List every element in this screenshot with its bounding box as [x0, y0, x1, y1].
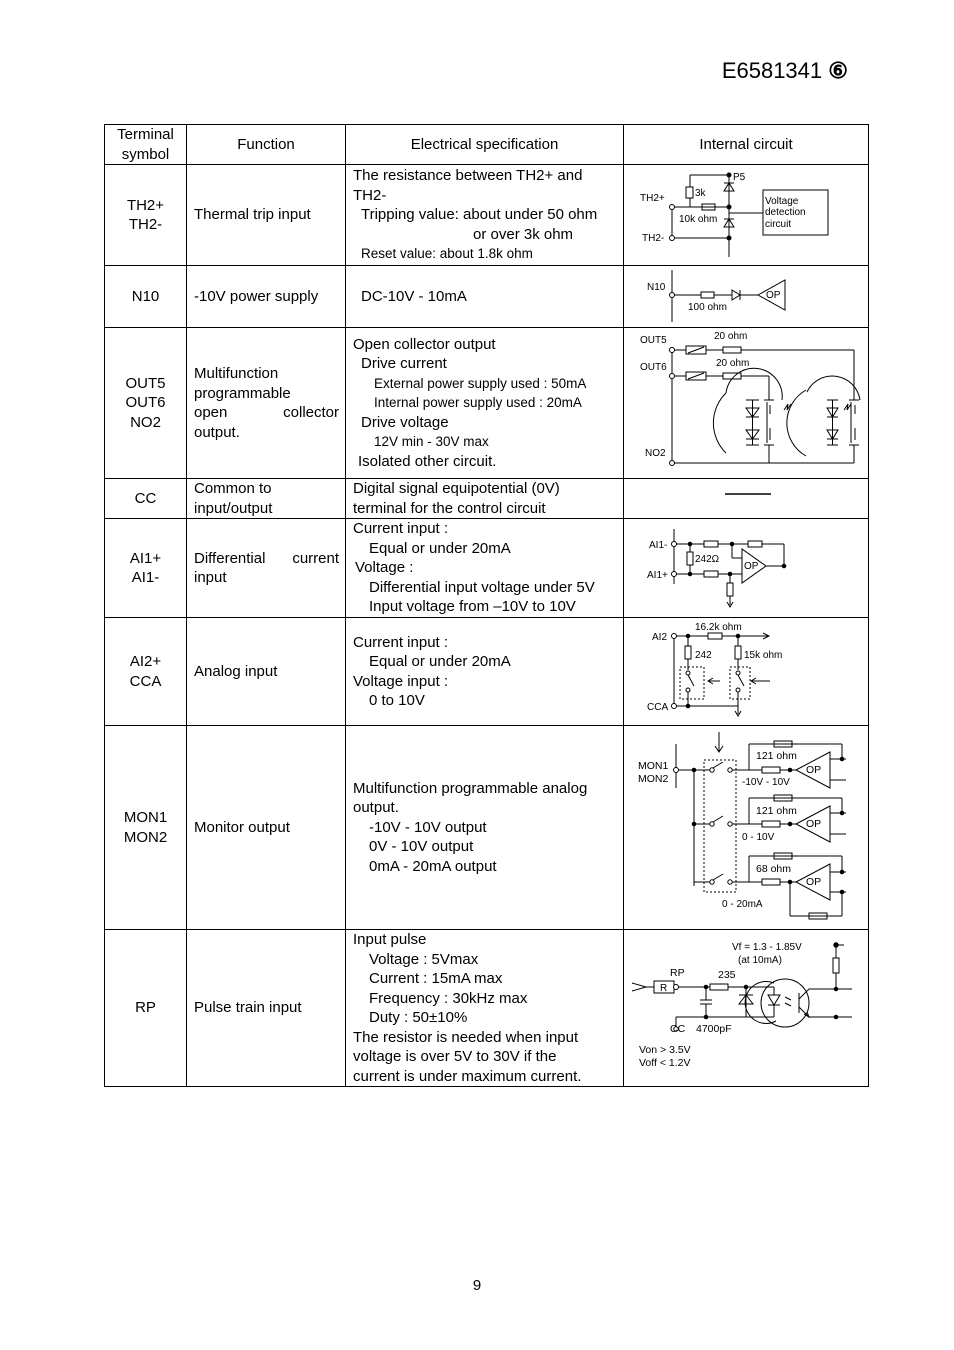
differential-input-circuit-diagram [624, 519, 867, 617]
label-out5: OUT5 [640, 335, 667, 346]
label-circuit: circuit [765, 219, 792, 230]
terminal-spec-table [104, 124, 869, 1087]
label-20-ohm: 20 ohm [716, 358, 750, 369]
function-cell: Pulse train input [187, 930, 346, 1087]
terminal-symbol: AI1+ AI1- [105, 519, 187, 618]
label-op: OP [806, 876, 822, 888]
analog-input-circuit-diagram [624, 618, 867, 725]
internal-circuit-cell [624, 479, 869, 519]
open-collector-circuit-diagram [624, 328, 867, 478]
function-cell: Analog input [187, 618, 346, 726]
common-ground-line [624, 480, 867, 518]
label-n10: N10 [647, 282, 666, 293]
function-cell: -10V power supply [187, 266, 346, 328]
label-op: OP [766, 290, 781, 301]
label-range-pm10v: -10V - 10V [742, 777, 790, 788]
label-ai2: AI2 [652, 632, 668, 643]
terminal-symbol: CC [105, 479, 187, 519]
page-number: 9 [472, 1277, 482, 1294]
table-header-row [105, 125, 869, 165]
electrical-spec-cell: Current input : Equal or under 20mA Voltage input : 0 to 10V [346, 618, 624, 726]
label-p5: P5 [733, 172, 746, 183]
revision-mark: ⑥ [828, 58, 848, 83]
terminal-symbol: N10 [105, 266, 187, 328]
label-mon1: MON1 [638, 760, 669, 772]
label-15k-ohm: 15k ohm [744, 650, 783, 661]
internal-circuit-cell [624, 930, 869, 1087]
internal-circuit-cell [624, 165, 869, 266]
label-th2-minus: TH2- [642, 233, 665, 244]
power-supply-circuit-diagram [624, 266, 867, 327]
table-row [105, 519, 869, 618]
label-op: OP [806, 764, 822, 776]
internal-circuit-cell [624, 266, 869, 328]
table-row [105, 726, 869, 930]
terminal-symbol: RP [105, 930, 187, 1087]
electrical-spec-cell: DC-10V - 10mA [346, 266, 624, 328]
label-mon2: MON2 [638, 773, 669, 785]
internal-circuit-cell [624, 726, 869, 930]
label-10k-ohm: 10k ohm [679, 214, 718, 225]
electrical-spec-cell: Open collector output Drive current External power supply used : 50mA Internal power supply used : 20mA Drive voltage 12V min - 30V max Isolated other circuit. [346, 328, 624, 479]
function-cell: Common to input/output [187, 479, 346, 519]
label-121-ohm: 121 ohm [756, 750, 797, 762]
label-no2: NO2 [645, 448, 666, 459]
terminal-symbol: OUT5 OUT6 NO2 [105, 328, 187, 479]
document-id [722, 58, 848, 84]
label-range-0-20ma: 0 - 20mA [722, 899, 763, 910]
label-voff: Voff < 1.2V [639, 1057, 691, 1069]
internal-circuit-cell [624, 328, 869, 479]
monitor-output-circuit-diagram [624, 726, 867, 929]
electrical-spec-cell: Input pulse Voltage : 5Vmax Current : 15mA max Frequency : 30kHz max Duty : 50±10% The resistor is needed when input voltage is over 5V to 30V if the current is under maximum current. [346, 930, 624, 1087]
label-op: OP [806, 818, 822, 830]
label-100-ohm: 100 ohm [688, 302, 727, 313]
electrical-spec-cell: The resistance between TH2+ and TH2- Tripping value: about under 50 ohm or over 3k ohm Reset value: about 1.8k ohm [346, 165, 624, 266]
label-cc: CC [670, 1023, 686, 1035]
terminal-symbol: TH2+ TH2- [105, 165, 187, 266]
table-row [105, 618, 869, 726]
label-20-ohm: 20 ohm [714, 331, 748, 342]
label-th2-plus: TH2+ [640, 193, 665, 204]
label-4700pf: 4700pF [696, 1023, 732, 1035]
function-cell: Multifunction programmable open collector output. [187, 328, 346, 479]
internal-circuit-cell [624, 519, 869, 618]
label-cca: CCA [647, 702, 669, 713]
pulse-input-circuit-diagram [624, 931, 867, 1085]
terminal-symbol: AI2+ CCA [105, 618, 187, 726]
header-electrical-spec: Electrical specification [346, 125, 624, 165]
function-cell: Monitor output [187, 726, 346, 930]
table-row [105, 930, 869, 1087]
document-number: E6581341 [721, 58, 823, 83]
terminal-symbol: MON1 MON2 [105, 726, 187, 930]
function-cell: Thermal trip input [187, 165, 346, 266]
label-ai1-plus: AI1+ [647, 570, 668, 581]
label-68-ohm: 68 ohm [756, 863, 792, 875]
label-voltage: Voltage [765, 196, 799, 207]
header-internal-circuit: Internal circuit [624, 125, 869, 165]
thermal-trip-circuit-diagram [624, 165, 867, 265]
label-242-ohm: 242Ω [695, 554, 720, 565]
header-terminal-symbol: Terminal symbol [105, 125, 187, 165]
label-at-10ma: (at 10mA) [738, 955, 782, 966]
internal-circuit-cell [624, 618, 869, 726]
label-r: R [660, 983, 668, 994]
table-row [105, 266, 869, 328]
header-function: Function [187, 125, 346, 165]
label-3k: 3k [695, 188, 706, 199]
label-vf: Vf = 1.3 - 1.85V [732, 942, 802, 953]
label-von: Von > 3.5V [639, 1044, 691, 1056]
label-rp: RP [670, 967, 685, 979]
function-cell: Differential current input [187, 519, 346, 618]
label-16-2k-ohm: 16.2k ohm [695, 622, 742, 633]
table-row [105, 165, 869, 266]
electrical-spec-cell: Current input : Equal or under 20mA Voltage : Differential input voltage under 5V Input voltage from –10V to 10V [346, 519, 624, 618]
electrical-spec-cell: Multifunction programmable analog output. -10V - 10V output 0V - 10V output 0mA - 20mA output [346, 726, 624, 930]
table-row [105, 328, 869, 479]
label-ai1-minus: AI1- [649, 540, 668, 551]
table-row [105, 479, 869, 519]
electrical-spec-cell: Digital signal equipotential (0V) terminal for the control circuit [346, 479, 624, 519]
label-out6: OUT6 [640, 362, 667, 373]
label-op: OP [744, 561, 759, 572]
label-detection: detection [765, 207, 806, 218]
label-242: 242 [695, 650, 712, 661]
label-range-0-10v: 0 - 10V [742, 832, 775, 843]
label-235: 235 [718, 969, 736, 981]
label-121-ohm: 121 ohm [756, 805, 797, 817]
